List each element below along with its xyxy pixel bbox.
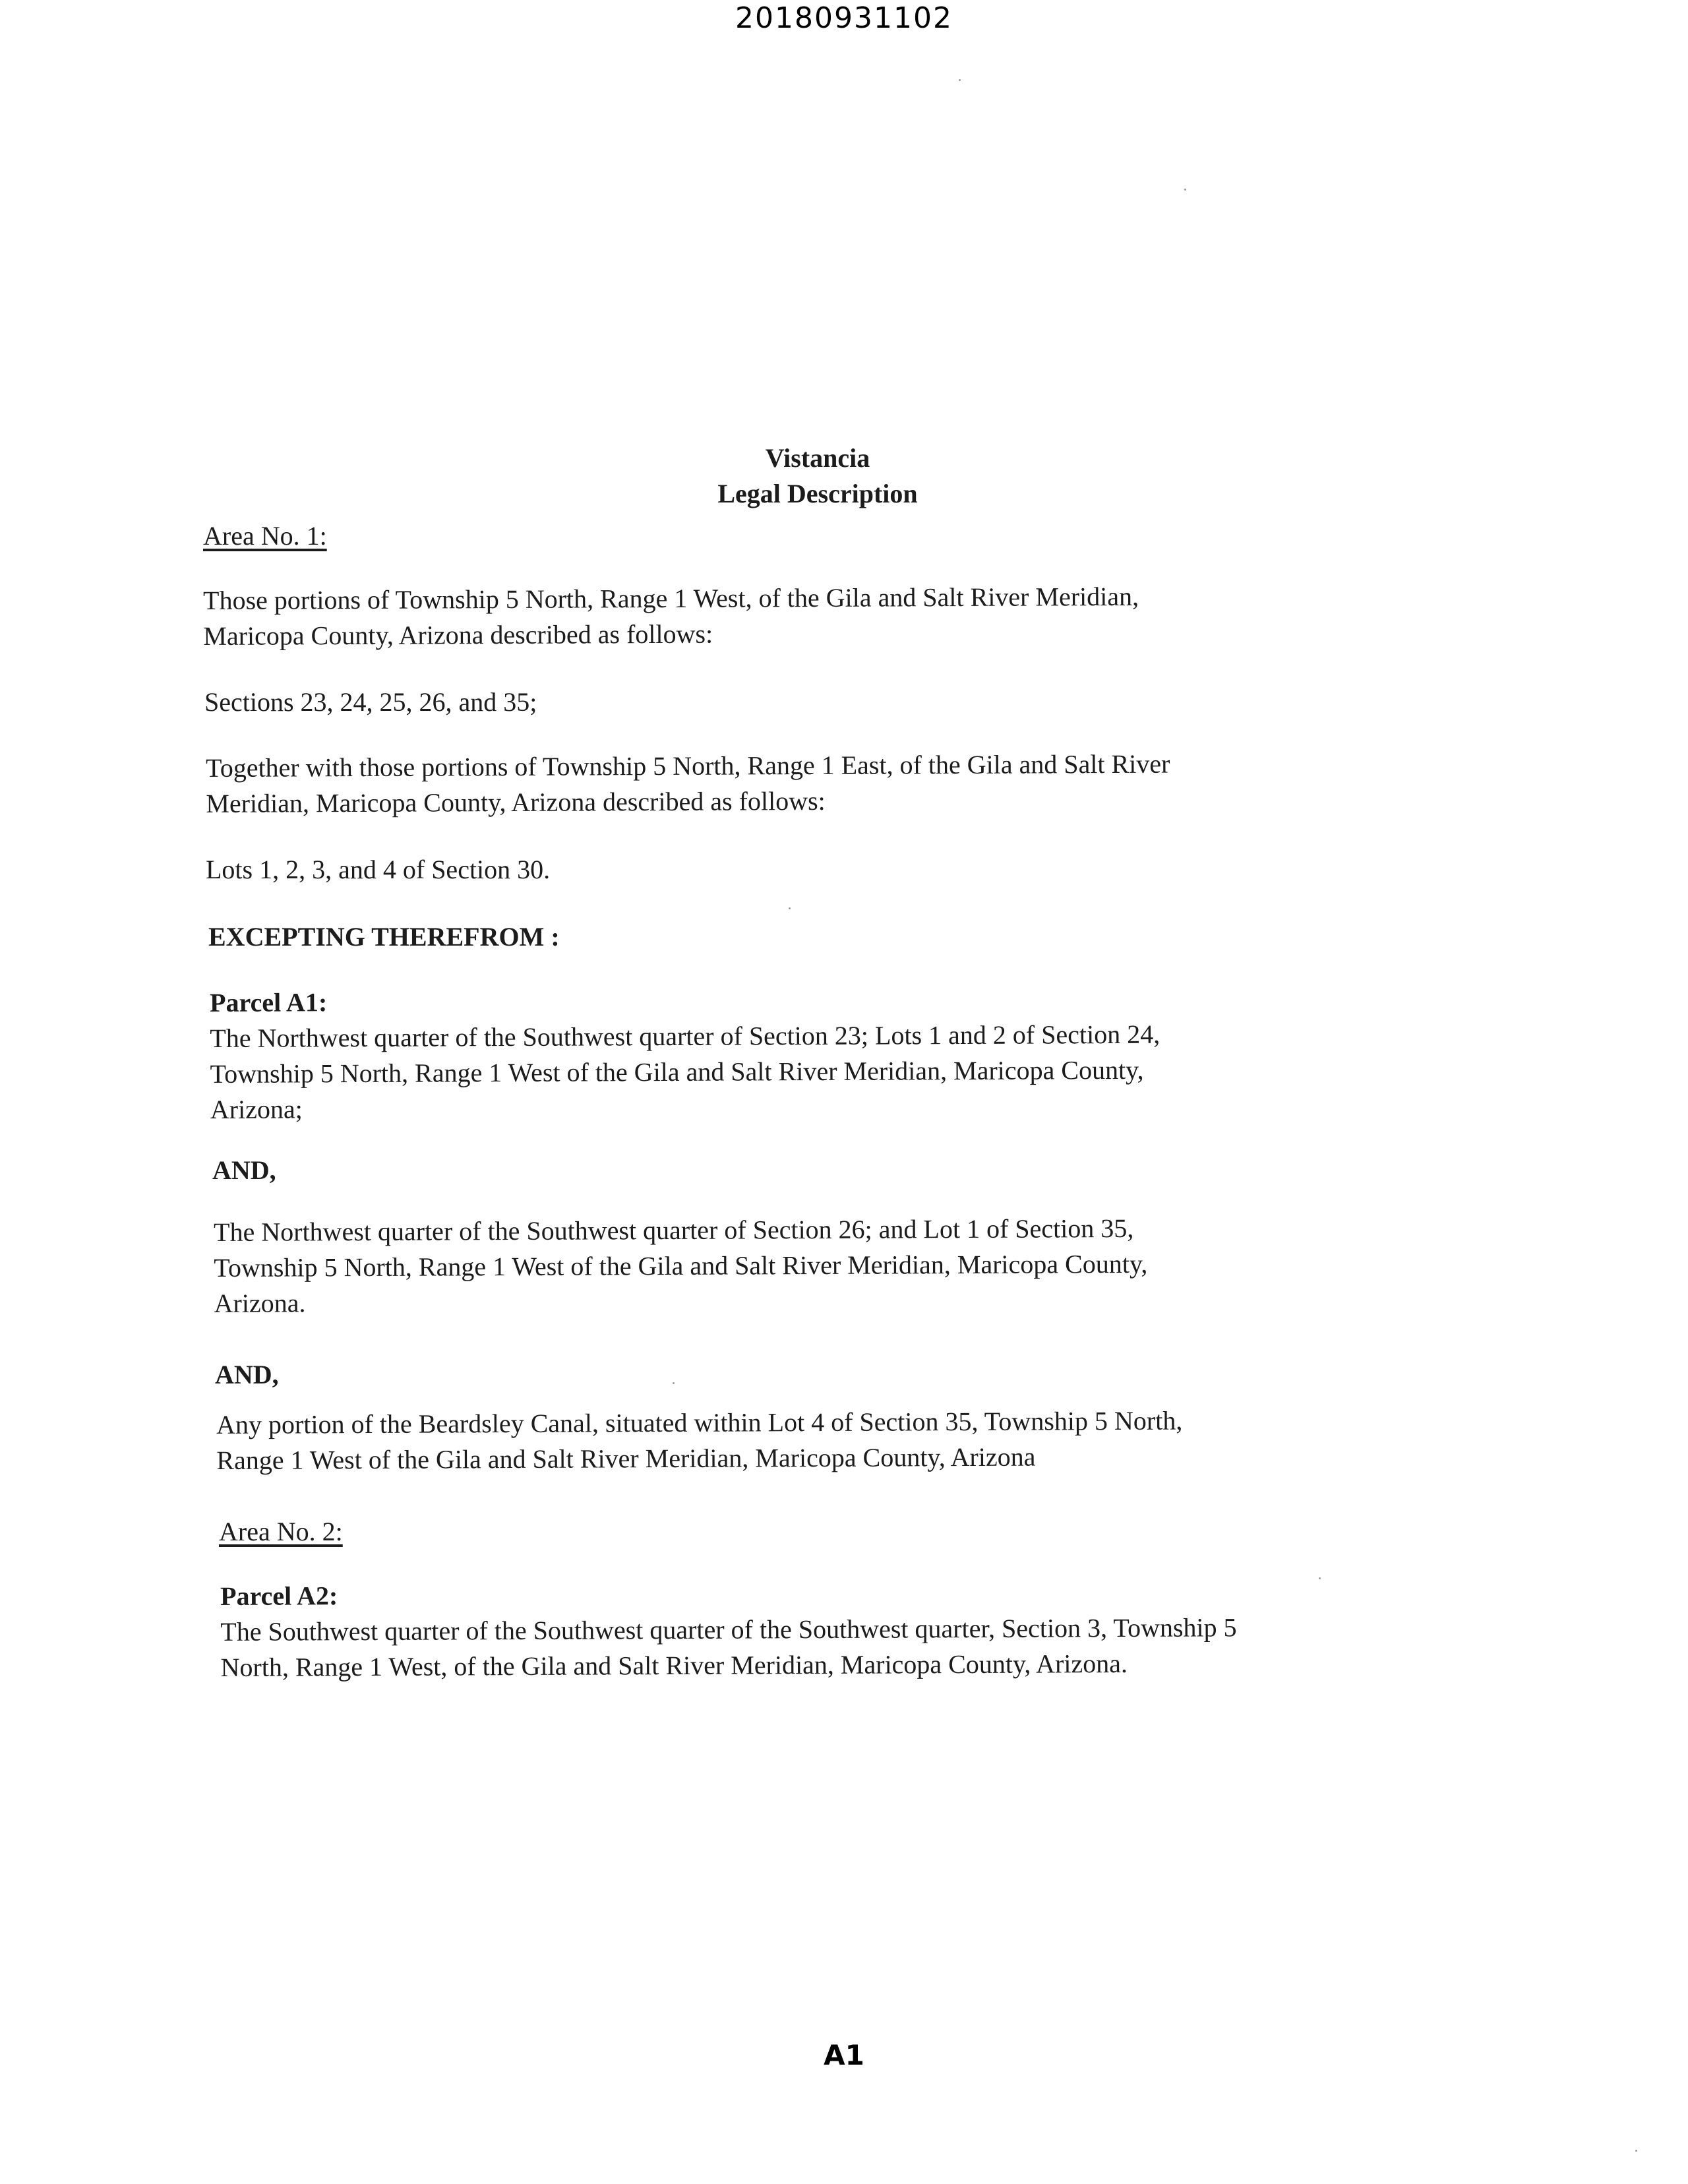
lots-list: Lots 1, 2, 3, and 4 of Section 30.: [206, 855, 551, 884]
parcel-a1-line-1: The Northwest quarter of the Southwest quarter of Section 23; Lots 1 and 2 of Section 24,: [210, 1019, 1160, 1053]
sections-list: Sections 23, 24, 25, 26, and 35;: [204, 687, 537, 717]
intro-line-1: Those portions of Township 5 North, Range 1 West, of the Gila and Salt River Meridian,: [203, 581, 1139, 615]
excepting-heading: EXCEPTING THEREFROM :: [208, 922, 560, 952]
parcel-a1-block: [210, 981, 1160, 1128]
parcel-s26-line-1: The Northwest quarter of the Southwest quarter of Section 26; and Lot 1 of Section 35,: [214, 1213, 1134, 1247]
parcel-a2-line-1: The Southwest quarter of the Southwest quarter of the Southwest quarter, Section 3, Township 5: [220, 1612, 1237, 1647]
together-line-2: Meridian, Maricopa County, Arizona described as follows:: [206, 785, 826, 818]
parcel-section-26-block: [214, 1211, 1148, 1321]
and-separator-1: AND,: [212, 1155, 276, 1185]
area-2-heading: Area No. 2:: [219, 1517, 343, 1546]
scan-speck: [1635, 2150, 1637, 2152]
area-1-intro: [203, 579, 1139, 654]
together-line-1: Together with those portions of Township 5 North, Range 1 East, of the Gila and Salt River: [206, 748, 1170, 783]
parcel-a1-line-2: Township 5 North, Range 1 West of the Gila and Salt River Meridian, Maricopa County,: [210, 1054, 1144, 1089]
canal-paragraph: [216, 1403, 1183, 1478]
and-separator-2: AND,: [215, 1360, 279, 1389]
intro-line-2: Maricopa County, Arizona described as follows:: [203, 619, 713, 651]
title-line-2: Legal Description: [717, 479, 918, 508]
page-label: A1: [824, 2039, 864, 2071]
together-paragraph: [206, 746, 1170, 822]
parcel-a2-block: [220, 1574, 1237, 1685]
scan-speck: [959, 79, 961, 81]
parcel-a2-line-2: North, Range 1 West, of the Gila and Salt River Meridian, Maricopa County, Arizona.: [220, 1648, 1128, 1682]
canal-line-2: Range 1 West of the Gila and Salt River Meridian, Maricopa County, Arizona: [216, 1441, 1036, 1475]
area-1-heading: Area No. 1:: [203, 521, 327, 551]
title-line-1: Vistancia: [765, 443, 870, 473]
canal-line-1: Any portion of the Beardsley Canal, situated within Lot 4 of Section 35, Township 5 North,: [216, 1405, 1183, 1440]
scan-speck: [789, 907, 791, 909]
recording-number: 20180931102: [735, 1, 953, 35]
document-title: [0, 440, 1635, 512]
scan-speck: [1319, 1577, 1321, 1579]
parcel-a1-line-3: Arizona;: [210, 1094, 303, 1124]
scan-speck: [673, 1382, 675, 1384]
parcel-a1-heading: Parcel A1:: [210, 987, 328, 1017]
scan-speck: [1184, 189, 1186, 191]
parcel-s26-line-3: Arizona.: [214, 1288, 306, 1318]
parcel-s26-line-2: Township 5 North, Range 1 West of the Gila and Salt River Meridian, Maricopa County,: [214, 1248, 1148, 1283]
parcel-a2-heading: Parcel A2:: [220, 1581, 338, 1611]
